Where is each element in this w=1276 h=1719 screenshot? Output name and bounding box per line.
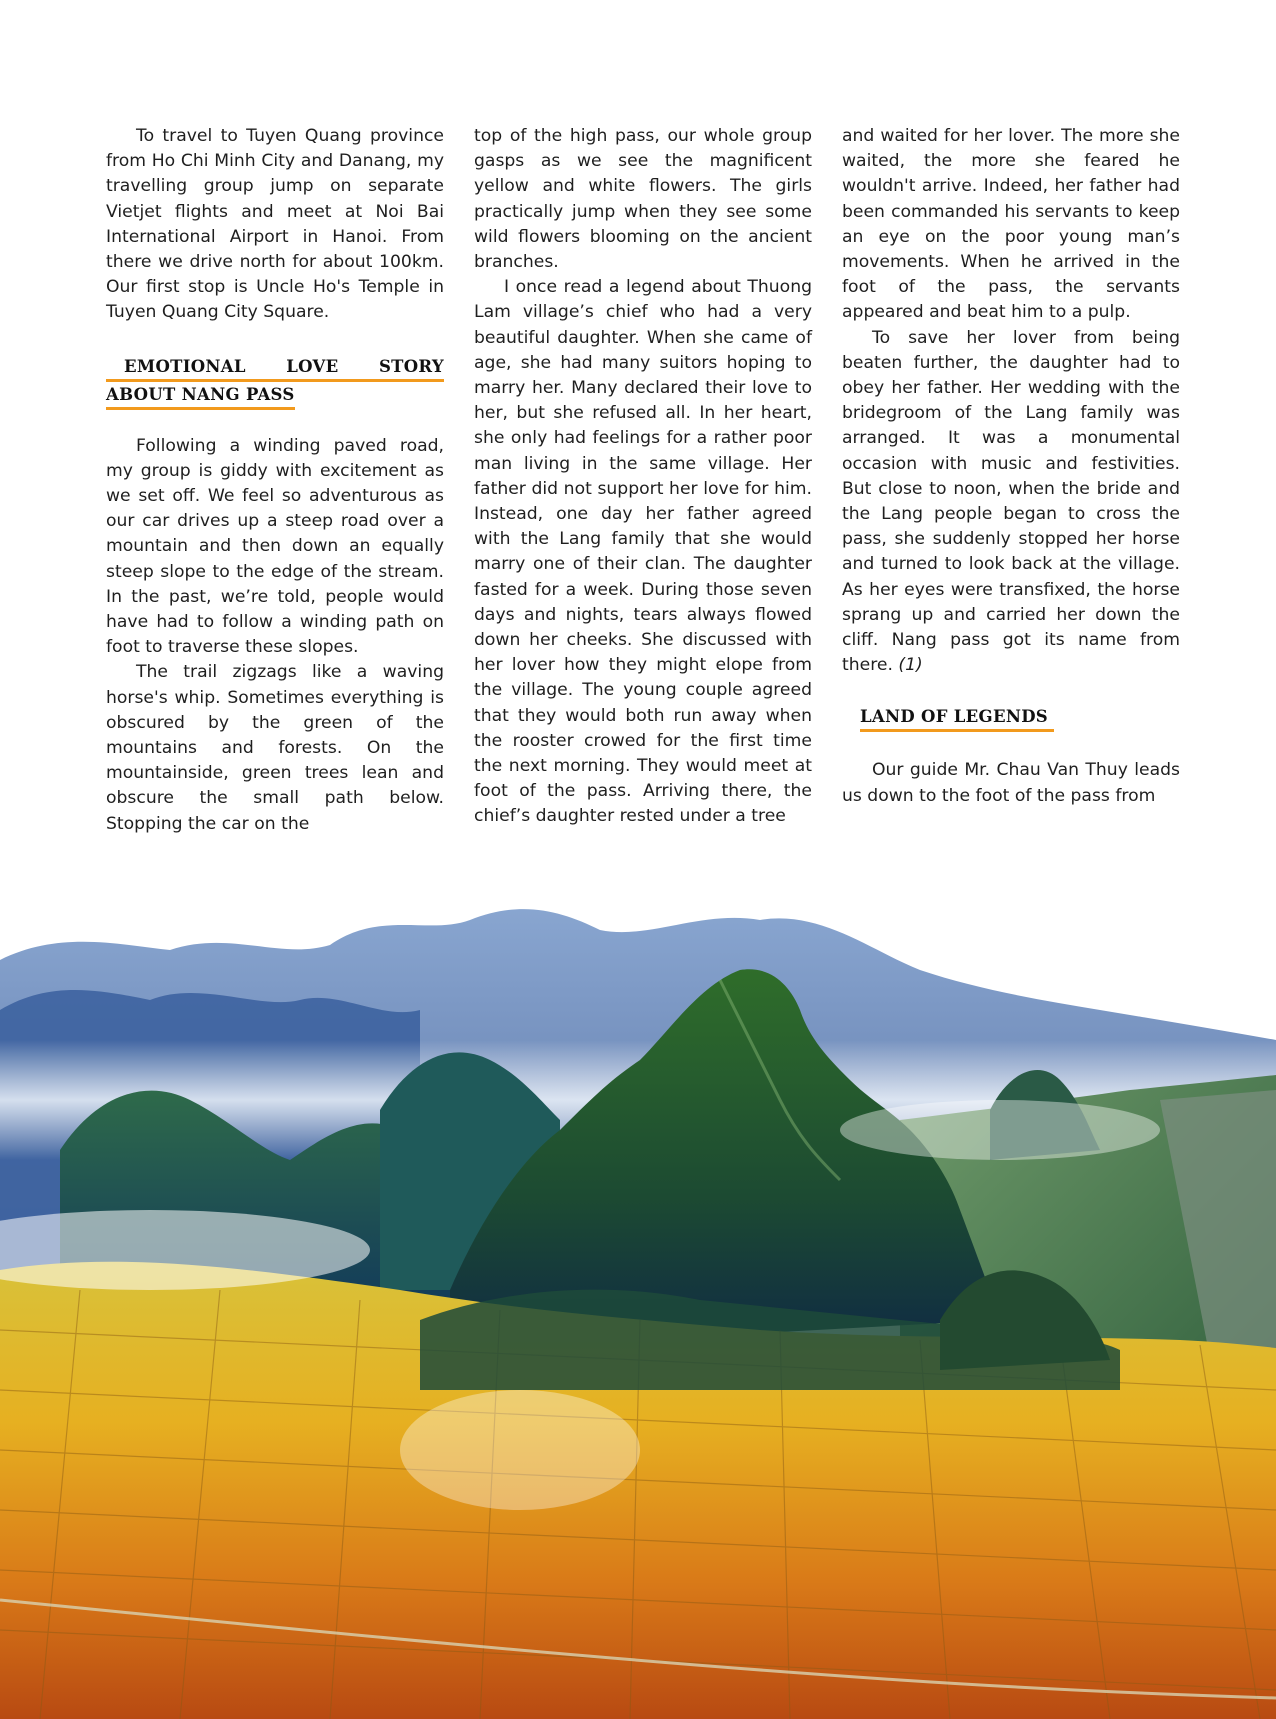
- column-2: [474, 124, 812, 830]
- section-heading-land-of-legends: [860, 704, 1180, 732]
- paragraph: and waited for her lover. The more she waited, the more she feared he wouldn't arrive. Indeed, her father had been commanded his servants to keep an eye on the poor young man’s movements. When he arrived in the foot of the pass, the servants appeared and beat him to a pulp.: [842, 126, 1180, 323]
- mountain-valley-image: [0, 890, 1276, 1719]
- column-1: [106, 124, 444, 837]
- section-heading-nang-pass: [106, 354, 444, 410]
- paragraph: I once read a legend about Thuong Lam village’s chief who had a very beautiful daughter. When she came of age, she had many suitors hoping to marry her. Many declared their love to her, but she refused all. In her heart, she only had feelings for a rather poor man living in the same village. Her father did not support her love for him. Instead, one day her father agreed with the Lang family that she would marry one of their clan. The daughter fasted for a week. During those seven days and nights, tears always flowed down her cheeks. She discussed with her lover how they might elope from the village. The young couple agreed that they would both run away when the rooster crowed for the first time the next morning. They would meet at foot of the pass. Arriving there, the chief’s daughter rested under a tree: [474, 277, 812, 827]
- article-columns: [106, 124, 1180, 834]
- column-3: [842, 124, 1180, 809]
- heading-line: ABOUT NANG PASS: [106, 382, 295, 410]
- paragraph: [842, 326, 1180, 679]
- paragraph-text: To save her lover from being beaten further, the daughter had to obey her father. Her wedding with the bridegroom of the Lang family was arranged. It was a monumental occasion with music and festivities. But close to noon, when the bride and the Lang people began to cross the pass, she suddenly stopped her horse and turned to look back at the village. As her eyes were transfixed, the horse sprang up and carried her down the cliff. Nang pass got its name from there.: [842, 327, 1180, 676]
- heading-line: LAND OF LEGENDS: [860, 704, 1054, 732]
- landscape-photo: [0, 890, 1276, 1719]
- paragraph: The trail zigzags like a waving horse's whip. Sometimes everything is obscured by the green of the mountains and forests. On the mountainside, green trees lean and obscure the small path below. Stopping the car on the: [106, 662, 444, 834]
- footnote-ref: (1): [898, 655, 923, 676]
- paragraph: Following a winding paved road, my group is giddy with excitement as we set off. We feel so adventurous as our car drives up a steep road over a mountain and then down an equally steep slope to the edge of the stream. In the past, we’re told, people would have had to follow a winding path on foot to traverse these slopes.: [106, 435, 444, 658]
- heading-line: EMOTIONAL LOVE STORY: [106, 354, 444, 382]
- paragraph: To travel to Tuyen Quang province from Ho Chi Minh City and Danang, my travelling group jump on separate Vietjet flights and meet at Noi Bai International Airport in Hanoi. From there we drive north for about 100km. Our first stop is Uncle Ho's Temple in Tuyen Quang City Square.: [106, 126, 444, 323]
- paragraph: Our guide Mr. Chau Van Thuy leads us down to the foot of the pass from: [842, 760, 1180, 806]
- paragraph: top of the high pass, our whole group gasps as we see the magnificent yellow and white flowers. The girls practically jump when they see some wild flowers blooming on the ancient branches.: [474, 126, 812, 273]
